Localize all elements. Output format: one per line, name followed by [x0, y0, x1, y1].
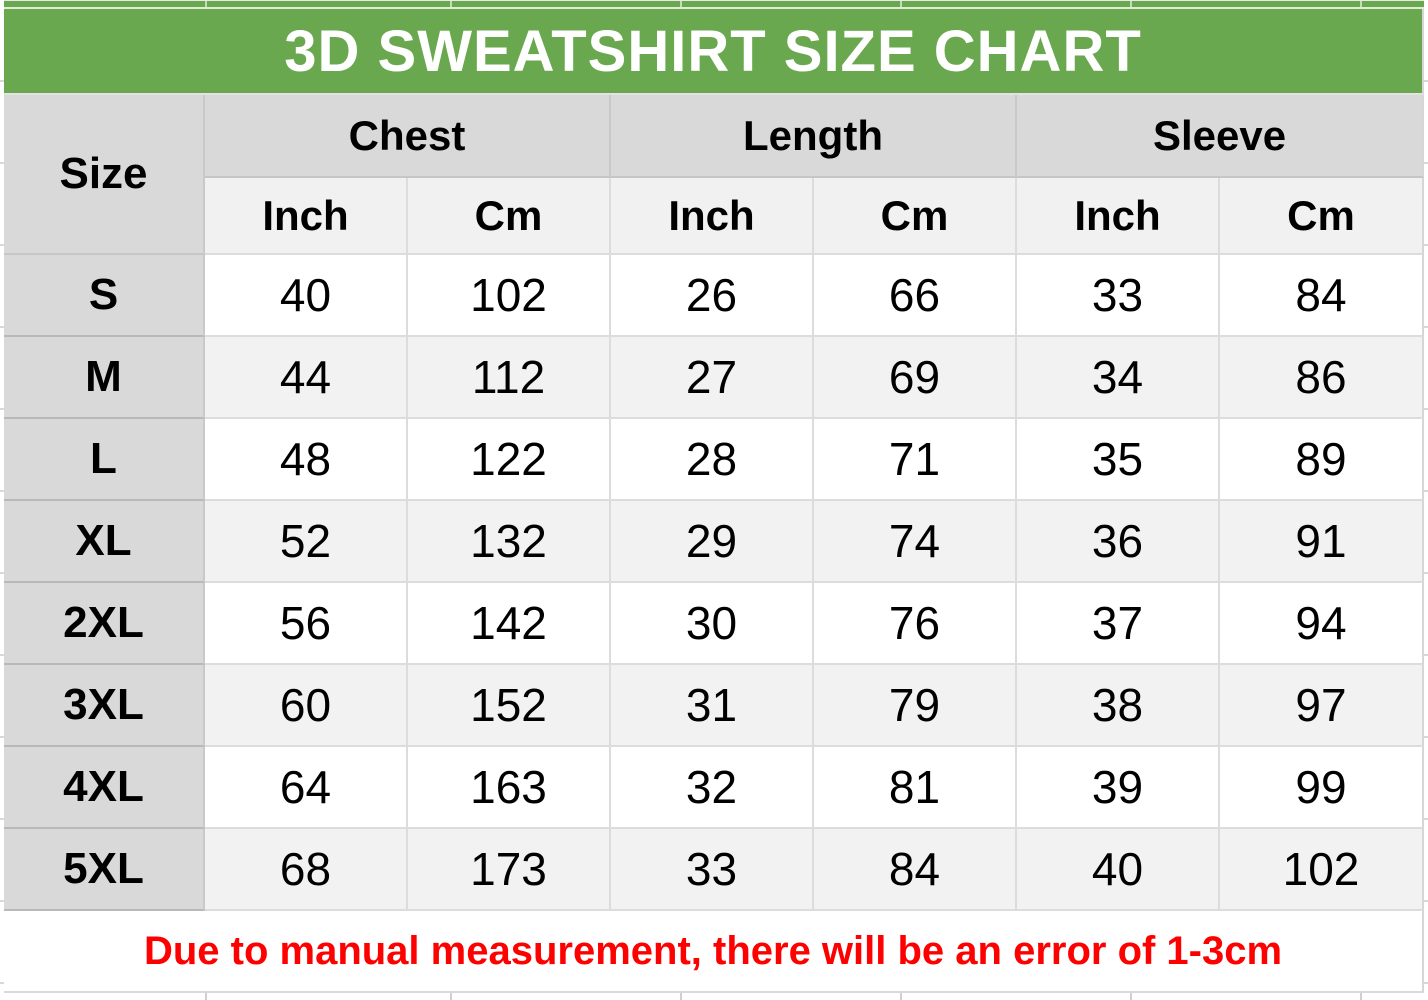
table-row-2xl	[4, 583, 1424, 665]
units-header-row	[4, 178, 1424, 255]
value-cell: 40	[205, 255, 408, 337]
unit-header-length-cm: Cm	[814, 178, 1017, 255]
size-cell: 2XL	[4, 583, 205, 665]
value-cell: 38	[1017, 665, 1220, 747]
value-cell: 132	[408, 501, 611, 583]
table-row-l	[4, 419, 1424, 501]
value-cell: 26	[611, 255, 814, 337]
value-cell: 81	[814, 747, 1017, 829]
size-cell: S	[4, 255, 205, 337]
sheet-right-margin	[1424, 0, 1428, 1000]
spreadsheet-bottom-row-sliver	[4, 993, 1424, 1000]
size-cell: 5XL	[4, 829, 205, 911]
value-cell: 152	[408, 665, 611, 747]
footnote-row	[4, 911, 1424, 993]
value-cell: 31	[611, 665, 814, 747]
size-chart-table	[4, 9, 1424, 993]
table-row-m	[4, 337, 1424, 419]
title-row	[4, 9, 1424, 95]
value-cell: 69	[814, 337, 1017, 419]
value-cell: 36	[1017, 501, 1220, 583]
value-cell: 30	[611, 583, 814, 665]
table-row-4xl	[4, 747, 1424, 829]
column-group-chest: Chest	[205, 95, 611, 178]
value-cell: 91	[1220, 501, 1424, 583]
value-cell: 56	[205, 583, 408, 665]
value-cell: 84	[1220, 255, 1424, 337]
group-header-row	[4, 95, 1424, 178]
table-row-s	[4, 255, 1424, 337]
unit-header-sleeve-cm: Cm	[1220, 178, 1424, 255]
value-cell: 142	[408, 583, 611, 665]
value-cell: 71	[814, 419, 1017, 501]
value-cell: 44	[205, 337, 408, 419]
value-cell: 84	[814, 829, 1017, 911]
table-row-xl	[4, 501, 1424, 583]
value-cell: 29	[611, 501, 814, 583]
value-cell: 79	[814, 665, 1017, 747]
unit-header-sleeve-inch: Inch	[1017, 178, 1220, 255]
value-cell: 122	[408, 419, 611, 501]
chart-title: 3D SWEATSHIRT SIZE CHART	[4, 9, 1424, 95]
value-cell: 94	[1220, 583, 1424, 665]
value-cell: 76	[814, 583, 1017, 665]
value-cell: 35	[1017, 419, 1220, 501]
table-row-5xl	[4, 829, 1424, 911]
size-cell: 4XL	[4, 747, 205, 829]
column-group-length: Length	[611, 95, 1017, 178]
value-cell: 173	[408, 829, 611, 911]
unit-header-chest-inch: Inch	[205, 178, 408, 255]
size-column-header: Size	[4, 95, 205, 255]
unit-header-length-inch: Inch	[611, 178, 814, 255]
sheet-left-margin	[0, 0, 4, 1000]
value-cell: 97	[1220, 665, 1424, 747]
value-cell: 48	[205, 419, 408, 501]
column-group-sleeve: Sleeve	[1017, 95, 1424, 178]
value-cell: 112	[408, 337, 611, 419]
value-cell: 32	[611, 747, 814, 829]
table-row-3xl	[4, 665, 1424, 747]
value-cell: 52	[205, 501, 408, 583]
value-cell: 34	[1017, 337, 1220, 419]
value-cell: 89	[1220, 419, 1424, 501]
value-cell: 102	[408, 255, 611, 337]
measurement-error-note: Due to manual measurement, there will be an error of 1-3cm	[4, 911, 1424, 993]
value-cell: 33	[1017, 255, 1220, 337]
size-cell: L	[4, 419, 205, 501]
unit-header-chest-cm: Cm	[408, 178, 611, 255]
size-cell: XL	[4, 501, 205, 583]
value-cell: 33	[611, 829, 814, 911]
value-cell: 39	[1017, 747, 1220, 829]
value-cell: 64	[205, 747, 408, 829]
value-cell: 86	[1220, 337, 1424, 419]
value-cell: 60	[205, 665, 408, 747]
value-cell: 102	[1220, 829, 1424, 911]
value-cell: 40	[1017, 829, 1220, 911]
value-cell: 68	[205, 829, 408, 911]
value-cell: 28	[611, 419, 814, 501]
spreadsheet-top-row-sliver	[4, 0, 1424, 9]
size-cell: M	[4, 337, 205, 419]
value-cell: 99	[1220, 747, 1424, 829]
value-cell: 27	[611, 337, 814, 419]
value-cell: 74	[814, 501, 1017, 583]
value-cell: 66	[814, 255, 1017, 337]
value-cell: 37	[1017, 583, 1220, 665]
size-cell: 3XL	[4, 665, 205, 747]
value-cell: 163	[408, 747, 611, 829]
